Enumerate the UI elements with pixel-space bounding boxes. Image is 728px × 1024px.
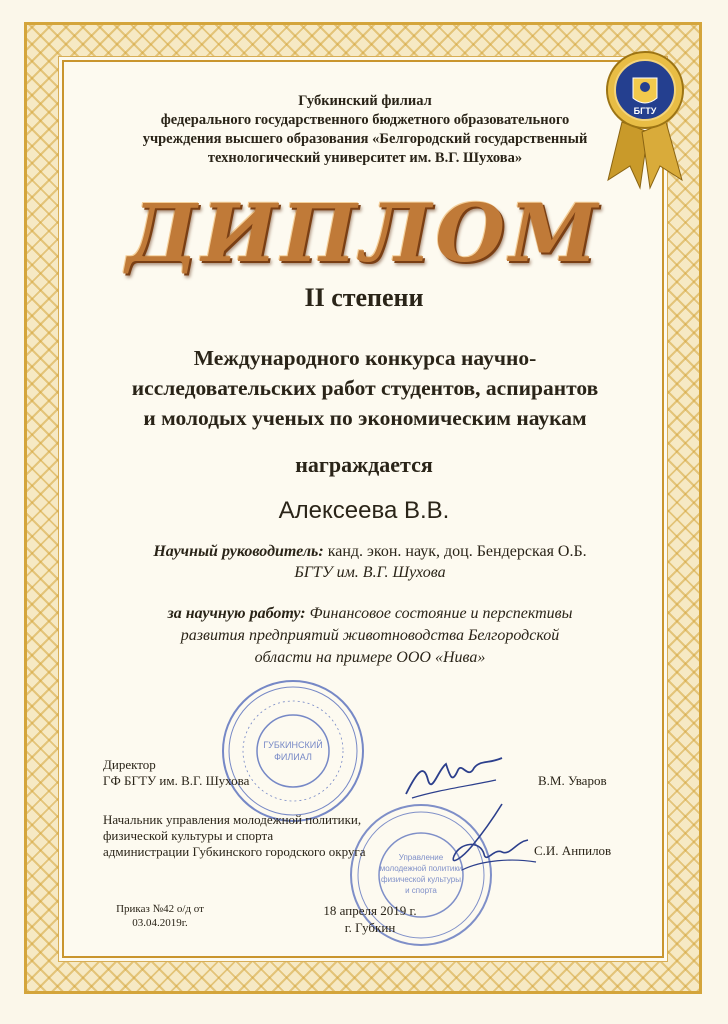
awarded-label: награждается (295, 452, 433, 477)
work-label: за научную работу: (167, 605, 306, 622)
stamp2-center-line-4: и спорта (405, 886, 437, 895)
supervisor-label: Научный руководитель: (153, 543, 324, 560)
date-line-1: 18 апреля 2019 г. (323, 903, 417, 918)
order-line-1: Приказ №42 о/д от (116, 903, 204, 915)
recipient-name: Алексеева В.В. (278, 497, 450, 524)
stamp1-center-line-2: ФИЛИАЛ (274, 752, 312, 762)
order-reference (100, 902, 220, 930)
director-title-line-2: ГФ БГТУ им. В.Г. Шухова (103, 773, 250, 788)
header-line-3: учреждения высшего образования «Белгородский государственный (142, 131, 588, 147)
diploma-title: ДИПЛОМ (126, 186, 602, 280)
header-line-4: технологический университет им. В.Г. Шухова» (207, 150, 523, 166)
head-signature (432, 800, 542, 880)
head-title (103, 812, 366, 860)
contest-line-1: Международного конкурса научно- (193, 346, 537, 370)
supervisor-value: канд. экон. наук, доц. Бендерская О.Б. (327, 543, 587, 560)
date-line-2: г. Губкин (344, 920, 396, 935)
work-line-2: развития предприятий животноводства Белгородской (180, 627, 560, 644)
head-title-line-1: Начальник управления молодежной политики, (103, 812, 362, 827)
director-title-line-1: Директор (103, 757, 156, 772)
diploma-degree: II степени (304, 283, 424, 312)
work-block (100, 603, 640, 669)
stamp2-center-line-1: Управление (398, 853, 444, 862)
director-name: В.М. Уваров (538, 773, 607, 788)
work-line-3: области на примере ООО «Нива» (254, 649, 486, 666)
stamp2-center-line-3: физической культуры (380, 875, 462, 884)
contest-line-2: исследовательских работ студентов, аспирантов (131, 376, 599, 400)
contest-line-3: и молодых ученых по экономическим наукам (143, 406, 587, 430)
institution-header (100, 92, 630, 168)
supervisor-block (90, 541, 650, 583)
issue-date (290, 902, 450, 936)
supervisor-org: БГТУ им. В.Г. Шухова (294, 564, 446, 581)
header-line-1: Губкинский филиал (298, 93, 432, 109)
head-title-line-2: физической культуры и спорта (103, 828, 274, 843)
head-title-line-3: администрации Губкинского городского округа (103, 844, 366, 859)
stamp1-center-line-1: ГУБКИНСКИЙ (263, 740, 323, 750)
seal-short-label: БГТУ (633, 106, 657, 116)
contest-name (100, 343, 630, 433)
work-line-1: Финансовое состояние и перспективы (309, 605, 573, 622)
head-name: С.И. Анпилов (534, 843, 612, 858)
order-line-2: 03.04.2019г. (132, 917, 188, 929)
seal-emblem-icon (633, 78, 657, 103)
stamp2-center-line-2: молодежной политики (379, 864, 463, 873)
director-title (103, 757, 249, 789)
header-line-2: федерального государственного бюджетного образовательного (160, 112, 570, 128)
